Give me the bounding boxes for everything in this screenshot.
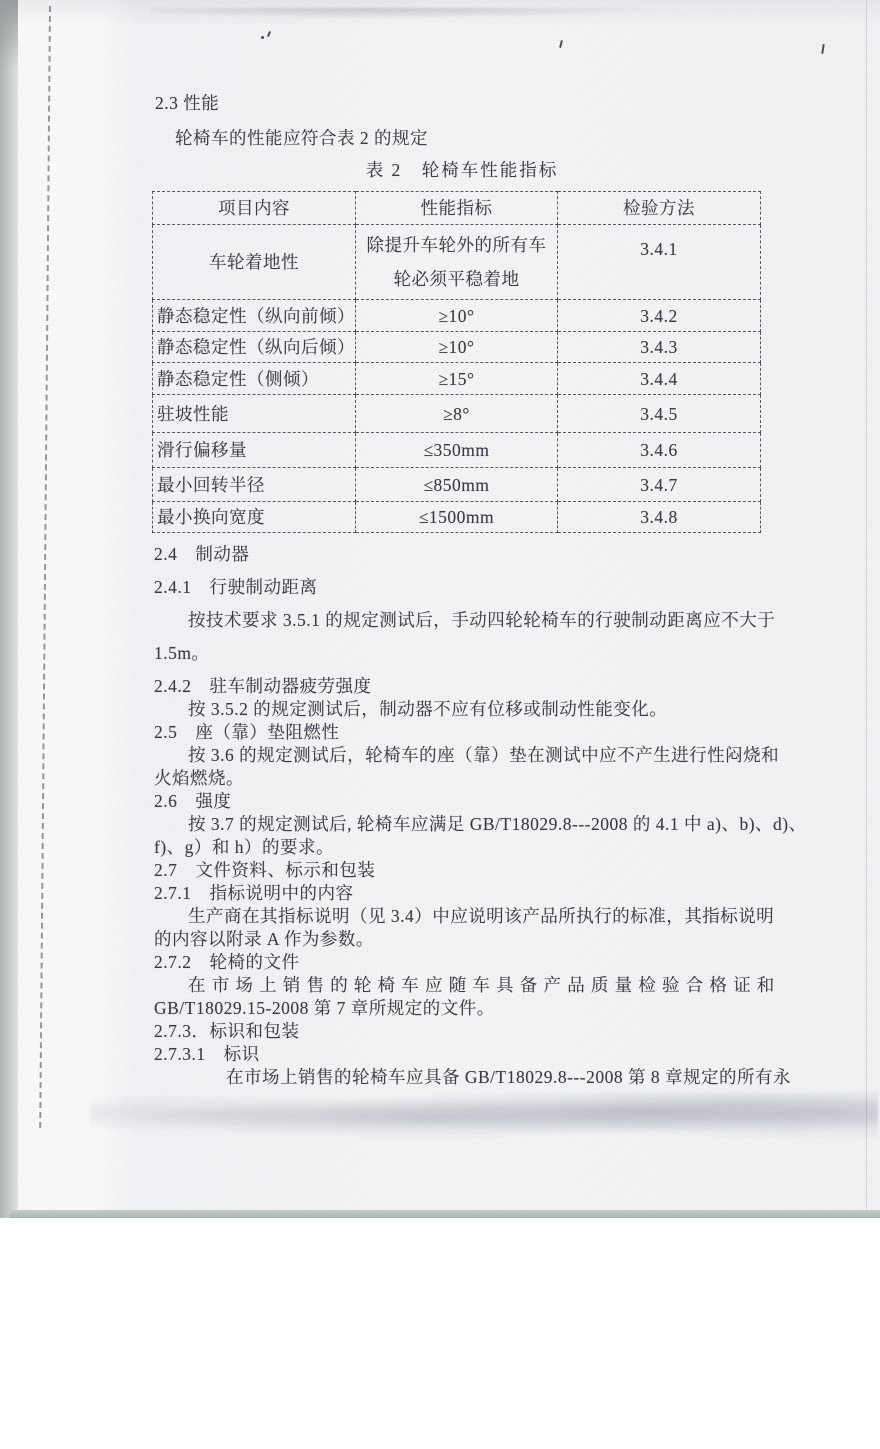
item-cell: 最小回转半径 xyxy=(153,468,356,502)
section-heading: 2.7.3．标识和包装 xyxy=(154,1021,300,1041)
method-cell: 3.4.7 xyxy=(558,468,761,502)
ink-speck xyxy=(267,31,271,37)
spec-cell: ≤350mm xyxy=(356,433,558,468)
method-cell: 3.4.1 xyxy=(558,225,761,300)
table-row xyxy=(153,468,761,502)
column-header-item: 项目内容 xyxy=(153,192,356,225)
table-row xyxy=(153,395,761,433)
method-cell: 3.4.8 xyxy=(558,502,761,533)
section-heading: 2.4.1 行驶制动距离 xyxy=(154,577,318,597)
method-cell: 3.4.5 xyxy=(558,395,761,433)
spec-cell: ≥10° xyxy=(356,332,558,363)
text-line: 在市场上销售的轮椅车应具备 GB/T18029.8---2008 第 8 章规定的所有永 xyxy=(226,1067,791,1087)
text-line: GB/T18029.15-2008 第 7 章所规定的文件。 xyxy=(154,998,495,1018)
section-heading: 2.5 座（靠）垫阻燃性 xyxy=(154,722,340,742)
item-cell: 车轮着地性 xyxy=(153,225,356,300)
table-header-row xyxy=(153,192,761,225)
method-cell: 3.4.2 xyxy=(558,300,761,332)
method-cell: 3.4.4 xyxy=(558,363,761,395)
section-heading: 2.7 文件资料、标示和包装 xyxy=(154,860,376,880)
text-line: 1.5m。 xyxy=(154,643,210,663)
section-heading: 2.3 性能 xyxy=(155,93,220,113)
method-cell: 3.4.3 xyxy=(558,332,761,363)
text-line: 按 3.6 的规定测试后，轮椅车的座（靠）垫在测试中应不产生进行性闷烧和 xyxy=(188,745,780,765)
document-content xyxy=(154,92,807,1089)
item-cell: 驻坡性能 xyxy=(153,395,356,433)
section-heading: 2.6 强度 xyxy=(154,791,232,811)
item-cell: 静态稳定性（纵向后倾） xyxy=(153,332,356,363)
text-line: 按技术要求 3.5.1 的规定测试后，手动四轮轮椅车的行驶制动距离应不大于 xyxy=(188,610,776,630)
text-line: 按 3.5.2 的规定测试后，制动器不应有位移或制动性能变化。 xyxy=(188,699,668,719)
spec-line: 除提升车轮外的所有车 xyxy=(366,235,547,255)
section-heading: 2.7.3.1 标识 xyxy=(154,1044,260,1064)
item-cell: 最小换向宽度 xyxy=(153,502,356,533)
spec-cell: ≥15° xyxy=(356,363,558,395)
spec-line: 轮必须平稳着地 xyxy=(393,269,520,289)
performance-table xyxy=(152,191,761,533)
item-cell: 静态稳定性（侧倾） xyxy=(153,363,356,395)
spec-cell: ≤1500mm xyxy=(356,502,558,533)
spec-cell xyxy=(356,225,558,300)
spec-cell: ≥8° xyxy=(356,395,558,433)
text-line: f)、g）和 h）的要求。 xyxy=(154,837,335,857)
table-row xyxy=(153,225,761,300)
column-header-spec: 性能指标 xyxy=(356,192,558,225)
scan-smudge-band xyxy=(90,1092,878,1140)
method-cell: 3.4.6 xyxy=(558,433,761,468)
spec-cell: ≤850mm xyxy=(356,468,558,502)
page-bottom-shadow xyxy=(10,1210,880,1218)
item-cell: 滑行偏移量 xyxy=(153,433,356,468)
page-edge-seam xyxy=(866,0,867,1218)
text-line: 火焰燃烧。 xyxy=(154,768,244,788)
body-text xyxy=(154,543,807,1089)
scan-noise-band xyxy=(150,8,710,22)
intro-paragraph: 轮椅车的性能应符合表 2 的规定 xyxy=(175,128,428,148)
item-cell: 静态稳定性（纵向前倾） xyxy=(153,300,356,332)
table-caption: 表 2 轮椅车性能指标 xyxy=(365,160,559,180)
section-heading: 2.4.2 驻车制动器疲劳强度 xyxy=(154,676,372,696)
table-row xyxy=(153,502,761,533)
scan-crease-line xyxy=(39,6,51,1128)
table-row xyxy=(153,332,761,363)
column-header-method: 检验方法 xyxy=(558,192,761,225)
text-line: 生产商在其指标说明（见 3.4）中应说明该产品所执行的标准，其指标说明 xyxy=(188,906,775,926)
table-row xyxy=(153,363,761,395)
table-row xyxy=(153,433,761,468)
spec-cell: ≥10° xyxy=(356,300,558,332)
ink-speck xyxy=(821,44,825,54)
text-line: 的内容以附录 A 作为参数。 xyxy=(154,929,374,949)
scanner-gutter xyxy=(0,0,18,1218)
table-row xyxy=(153,300,761,332)
ink-speck xyxy=(559,40,563,48)
section-heading: 2.4 制动器 xyxy=(154,544,250,564)
section-heading: 2.7.1 指标说明中的内容 xyxy=(154,883,354,903)
section-heading: 2.7.2 轮椅的文件 xyxy=(154,952,300,972)
text-line: 按 3.7 的规定测试后, 轮椅车应满足 GB/T18029.8---2008 的 4.1 中 a)、b)、d)、 xyxy=(188,814,807,834)
text-line: 在市场上销售的轮椅车应随车具备产品质量检验合格证和 xyxy=(188,975,781,995)
ink-speck xyxy=(261,36,264,39)
